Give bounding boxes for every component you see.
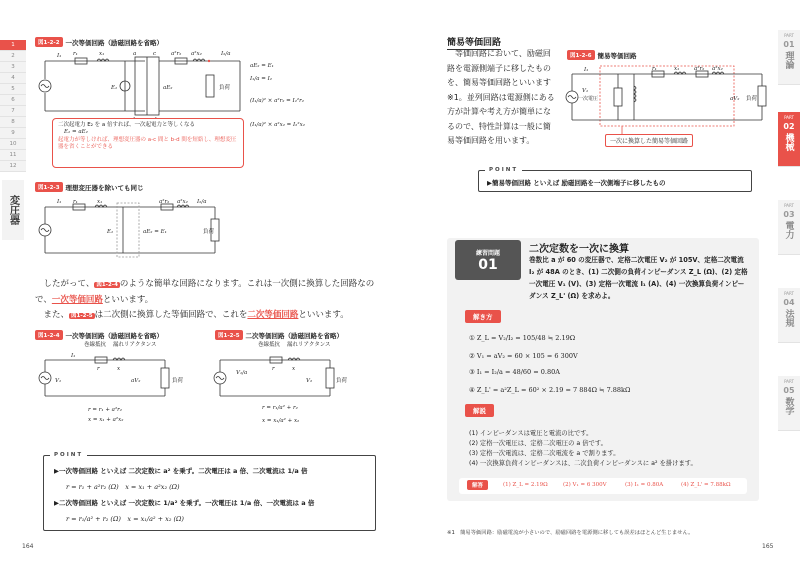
fig125-load: 負荷 [336,378,348,384]
svg-text:x₁: x₁ [674,66,680,72]
fig122-circuit [35,47,245,123]
fig125-eq-r: r = r₁/a² + r₂ [262,405,298,411]
fig122-eq2: I₁/a = I₂ [250,76,272,82]
fig122-note [52,118,244,168]
body-p1a: したがって、 [43,279,95,289]
fig122-eq1: aE₂ = E₁ [250,63,274,69]
right-tab-part05-num: 05 [783,386,795,395]
point-left-l3: ▶二次等価回路 といえば 一次定数に 1/a² を乗ず。一次電圧は 1/a 倍、一次電流は a 倍 [54,499,315,507]
fig122-tag: 図1-2-2 [35,37,63,47]
fig123-tag: 図1-2-3 [35,182,63,192]
fig122-load: 負荷 [219,85,231,91]
page-number-right: 165 [762,543,774,550]
svg-text:I₁: I₁ [71,353,76,359]
svg-text:aV₂: aV₂ [730,96,740,102]
practice-ans3: (3) I₁ = 0.80A [625,482,664,488]
fig126-tag: 図1-2-6 [567,50,595,60]
fig124-lbl1: 巻線抵抗 [84,342,107,348]
right-tab-part03-part: PART [784,203,794,208]
svg-text:r₁: r₁ [73,51,78,57]
right-tab-part01[interactable] [778,30,800,85]
svg-text:r: r [97,366,100,372]
fig126-title: 簡易等価回路 [597,51,637,60]
body-p2-ref[interactable]: 図1-2-5 [71,313,93,319]
svg-text:a: a [133,51,137,57]
svg-text:x: x [117,366,121,372]
fig126-caption [567,50,637,60]
point-left-head: POINT [50,452,87,458]
right-tab-part01-part: PART [784,33,794,38]
svg-text:I₂/a: I₂/a [221,51,231,57]
fig125-circuit [210,352,360,402]
svg-text:r: r [272,366,275,372]
fig122-title: 一次等価回路（励磁回路を省略） [65,38,164,47]
practice-explain-label: 解説 [465,404,494,417]
fig124-lbl2: 漏れリアクタンス [113,342,157,348]
body-p1-ref[interactable]: 図1-2-4 [96,282,118,288]
svg-text:a²r₂: a²r₂ [171,51,182,57]
left-tab-9[interactable]: 9 [0,128,26,139]
practice-head-badge [455,240,521,280]
fig125-caption [215,330,343,340]
fig122-eq3: (I₁/a)² × a²r₂ = I₂²r₂ [250,98,304,104]
practice-sol4: ④ Z_L' = a²Z_L = 60² × 2.19 = 7 884Ω ≒ 7.88kΩ [469,386,631,394]
practice-problem-text: 巻数比 a が 60 の変圧器で、定格二次電圧 V₂ が 105V、定格二次電流 I₂ が 48A のとき、(1) 二次側の負荷インピーダンス Z_L (Ω)、(2) 定格一次電圧 V₁ (V)、(3) 定格一次電流 I₁ (A)、(4) 一次換算負荷インピーダンス Z_L' (Ω) を求めよ。 [529,256,748,300]
svg-text:aE₂ = E₁: aE₂ = E₁ [143,229,167,235]
svg-text:E₁: E₁ [111,85,118,91]
right-tab-part01-num: 01 [783,40,795,49]
practice-solution-label: 解き方 [465,310,501,323]
svg-text:r₁: r₁ [652,66,657,72]
practice-head-label: 練習問題 [475,249,500,257]
right-tab-part04-part: PART [784,291,794,296]
practice-ans2: (2) V₁ = 6 300V [563,482,607,488]
fig122-note2: E₁ = aE₂ [64,129,88,136]
point-box-right [478,167,752,192]
svg-text:V₂: V₂ [306,378,313,384]
left-chapter-index [0,40,26,172]
svg-text:I₂/a: I₂/a [197,199,207,205]
left-tab-2[interactable]: 2 [0,51,26,62]
practice-title: 二次定数を一次に換算 [529,244,629,255]
practice-exp4: (4) 一次換算負荷インピーダンスは、二次負荷インピーダンスに a² を掛けます。 [469,460,697,467]
right-tab-part04[interactable] [778,288,800,343]
svg-text:I₁: I₁ [57,53,62,59]
practice-answer-label: 解答 [467,480,488,490]
svg-text:a²r₂: a²r₂ [159,199,170,205]
right-tab-part05-name: 数学 [783,397,794,415]
left-tab-11[interactable]: 11 [0,150,26,161]
svg-text:x₁: x₁ [97,199,103,205]
fig122-eq4: (I₁/a)² × a²x₂ = I₂²x₂ [250,122,305,128]
fig123-circuit [35,195,225,261]
body-p1c: といいます。 [102,295,154,305]
body-p1b: のような簡単な回路になります。これは一次側に換算した回路なので、 [35,279,375,305]
right-tab-part04-name: 法規 [783,309,794,327]
right-tab-part04-num: 04 [783,298,795,307]
svg-text:V₁/a: V₁/a [236,370,248,376]
svg-text:a²x₂: a²x₂ [177,199,188,205]
fig126-note: 一次に換算した簡易等価回路 [605,134,693,147]
svg-text:aV₂: aV₂ [131,378,141,384]
body-p1-highlight: 一次等価回路 [51,295,103,305]
body-p2c: といいます。 [298,310,349,320]
simple-text: 等価回路において、励磁回路を電源側端子に移したものを、簡易等価回路といいます※1。並列回路は電源側にある方が計算や考え方が簡単になるので、特性計算は一般に簡易等価回路を用います。 [447,49,555,145]
practice-head-num: 01 [478,256,498,273]
svg-text:V₁: V₁ [582,88,589,94]
right-tab-part02[interactable] [778,112,800,167]
fig125-eq-x: x = x₁/a² + x₂ [262,418,300,424]
practice-answer-box [459,478,747,494]
svg-text:a²x₂: a²x₂ [191,51,202,57]
left-tab-7[interactable]: 7 [0,106,26,117]
right-tab-part05-part: PART [784,379,794,384]
svg-text:x₁: x₁ [99,51,105,57]
fig124-caption [35,330,163,340]
right-tab-part03-name: 電力 [783,221,794,239]
svg-text:E₁: E₁ [107,229,114,235]
right-tab-part02-name: 機械 [783,133,794,151]
body-paragraph [35,277,380,324]
fig122-note1: 二次起電力 E₂ を a 倍すれば、一次起電力と等しくなる [58,122,196,128]
left-tab-3[interactable]: 3 [0,62,26,73]
point-left-l4: r = r₁/a² + r₂ (Ω) x = x₁/a² + x₂ (Ω) [66,515,184,523]
left-tab-10[interactable]: 10 [0,139,26,150]
practice-exp3: (3) 定格一次電流は、定格二次電流を a で割ります。 [469,450,620,457]
fig124-title: 一次等価回路（励磁回路を省略） [65,331,164,340]
page-number-left: 164 [22,543,34,550]
svg-text:c: c [153,51,157,57]
body-p2-highlight: 二次等価回路 [247,310,299,320]
fig122-note3: 起電力が等しければ、理想変圧器の a-c 間と b-d 間を短絡し、理想変圧器を省くことができる [58,136,237,151]
right-tab-part03[interactable] [778,200,800,255]
svg-text:aE₂: aE₂ [163,85,173,91]
fig123-title: 理想変圧器を除いても同じ [65,183,144,192]
point-left-l2: r = r₁ + a²r₂ (Ω) x = x₁ + a²x₂ (Ω) [66,483,180,491]
fig125-tag: 図1-2-5 [215,330,243,340]
point-left-l1: ▶一次等価回路 といえば 二次定数に a² を乗ず。二次電圧は a 倍、二次電流は 1/a 倍 [54,467,308,475]
practice-ans1: (1) Z_L = 2.19Ω [503,482,548,488]
fig124-tag: 図1-2-4 [35,330,63,340]
simple-title: 簡易等価回路 [447,35,501,50]
fig123-caption [35,182,144,192]
left-tab-8[interactable]: 8 [0,117,26,128]
fig126-v1-label: 一次電圧 [578,96,599,102]
practice-ans4: (4) Z_L' = 7.88kΩ [681,482,731,488]
point-box-left [43,452,376,531]
svg-text:I₁: I₁ [57,199,62,205]
right-tab-part03-num: 03 [783,210,795,219]
point-right-head: POINT [485,167,522,173]
left-tab-4[interactable]: 4 [0,73,26,84]
fig126-circuit [562,62,770,140]
svg-text:I₁: I₁ [584,67,589,73]
practice-exp2: (2) 定格一次電圧は、定格二次電圧の a 倍です。 [469,440,607,447]
fig124-circuit [35,352,185,402]
practice-sol2: ② V₁ = aV₂ = 60 × 105 = 6 300V [469,352,578,360]
fig125-title: 二次等価回路（励磁回路を省略） [245,331,344,340]
fig124-eq-r: r = r₁ + a²r₂ [88,407,122,413]
fig125-lbl1: 巻線抵抗 [258,342,281,348]
svg-text:r₁: r₁ [73,199,78,205]
fig125-lbl2: 漏れリアクタンス [287,342,331,348]
left-tab-1[interactable]: 1 [0,40,26,51]
fig124-eq-x: x = x₁ + a²x₂ [88,417,124,423]
practice-sol1: ① Z_L = V₂/I₂ = 105/48 ≒ 2.19Ω [469,334,576,342]
left-chapter-label: 変圧器 [2,180,24,240]
left-tab-5[interactable]: 5 [0,84,26,95]
footnote: ※1 簡易等価回路：励磁電流が小さいので、励磁回路を電源側に移しても誤差はほとんど生じません。 [447,530,694,536]
svg-text:x: x [292,366,296,372]
practice-problem [447,238,759,501]
body-p2b: は二次側に換算した等価回路で、これを [94,310,248,320]
practice-sol3: ③ I₁ = I₂/a = 48/60 = 0.80A [469,368,560,376]
svg-text:a²r₂: a²r₂ [694,66,705,72]
left-tab-12[interactable]: 12 [0,161,26,172]
fig124-load: 負荷 [172,378,184,384]
point-right-text: ▶簡易等価回路 といえば 励磁回路を一次側端子に移したもの [487,179,666,187]
practice-exp1: (1) インピーダンスは電圧と電流の比です。 [469,430,593,437]
body-p2a: また、 [43,310,70,320]
right-tab-part02-num: 02 [783,122,795,131]
fig122-caption [35,37,163,47]
svg-text:a²x₂: a²x₂ [712,66,723,72]
left-tab-6[interactable]: 6 [0,95,26,106]
svg-text:V₁: V₁ [55,378,62,384]
right-tab-part01-name: 理論 [783,51,794,69]
right-tab-part02-part: PART [784,115,794,120]
right-tab-part05[interactable] [778,376,800,431]
fig123-load: 負荷 [203,229,215,235]
fig126-load: 負荷 [746,96,758,102]
